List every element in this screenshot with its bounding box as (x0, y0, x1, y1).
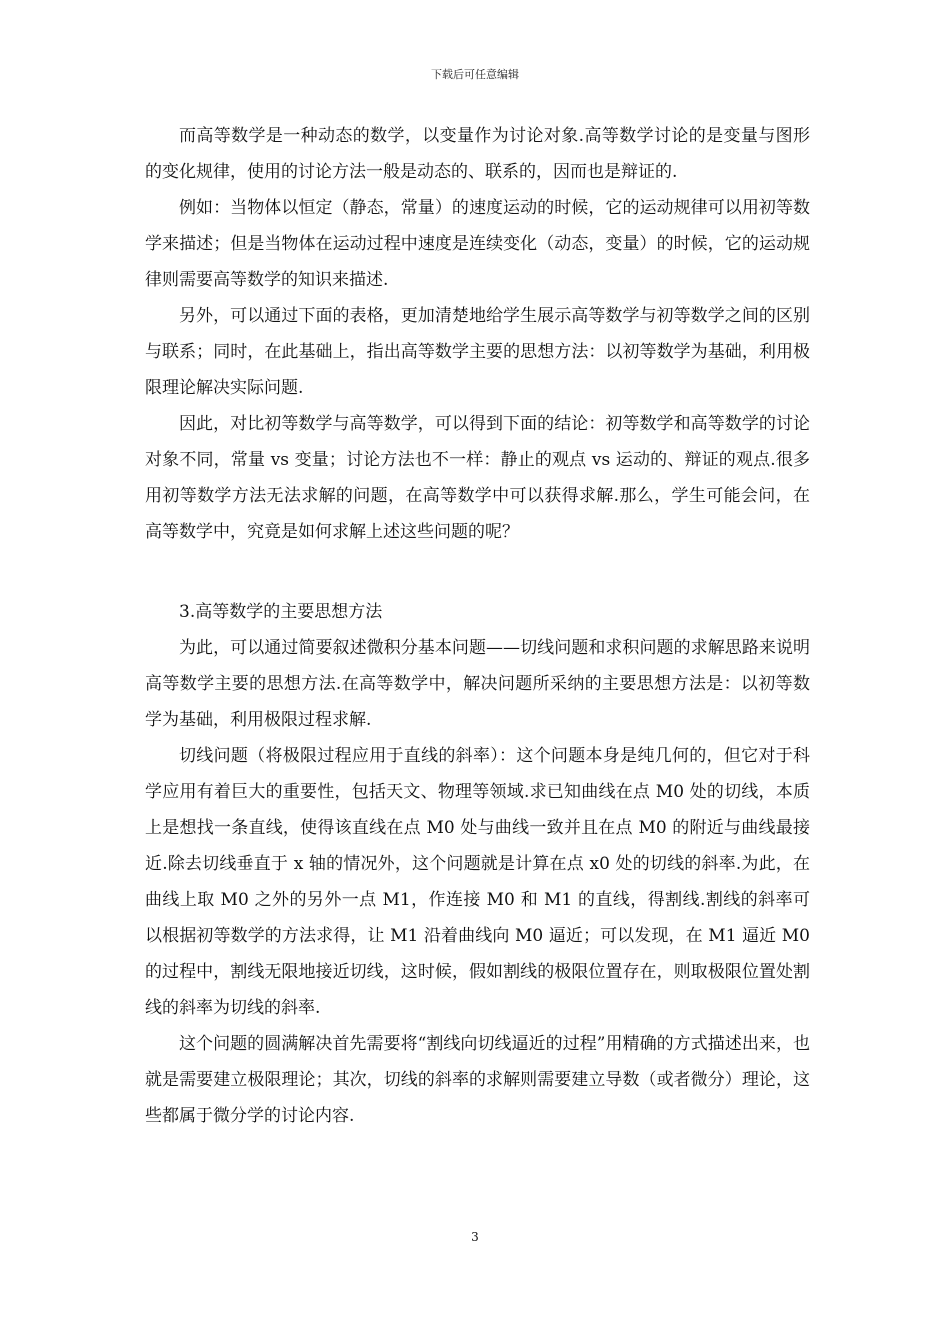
paragraph: 切线问题（将极限过程应用于直线的斜率）：这个问题本身是纯几何的，但它对于科学应用有着巨大的重要性，包括天文、物理等领域.求已知曲线在点 M0 处的切线，本质上是想找一条直线，使得该直线在点 M0 处与曲线一致并且在点 M0 的附近与曲线最接近.除去切线垂直于 x 轴的情况外，这个问题就是计算在点 x0 处的切线的斜率.为此，在曲线上取 M0 之外的另外一点 M1，作连接 M0 和 M1 的直线，得割线.割线的斜率可以根据初等数学的方法求得，让 M1 沿着曲线向 M0 逼近；可以发现，在 M1 逼近 M0 的过程中，割线无限地接近切线，这时候，假如割线的极限位置存在，则取极限位置处割线的斜率为切线的斜率. (145, 746, 810, 1018)
paragraph: 因此，对比初等数学与高等数学，可以得到下面的结论：初等数学和高等数学的讨论对象不同，常量 vs 变量；讨论方法也不一样：静止的观点 vs 运动的、辩证的观点.很多用初等数学方法无法求解的问题，在高等数学中可以获得求解.那么，学生可能会问，在高等数学中，究竟是如何求解上述这些问题的呢？ (145, 414, 810, 542)
paragraph: 例如：当物体以恒定（静态，常量）的速度运动的时候，它的运动规律可以用初等数学来描述；但是当物体在运动过程中速度是连续变化（动态，变量）的时候，它的运动规律则需要高等数学的知识来描述. (145, 198, 810, 290)
paragraph: 而高等数学是一种动态的数学，以变量作为讨论对象.高等数学讨论的是变量与图形的变化规律，使用的讨论方法一般是动态的、联系的，因而也是辩证的. (145, 126, 810, 182)
paragraph: 这个问题的圆满解决首先需要将“割线向切线逼近的过程”用精确的方式描述出来，也就是需要建立极限理论；其次，切线的斜率的求解则需要建立导数（或者微分）理论，这些都属于微分学的讨论内容. (145, 1034, 810, 1126)
section-heading: 3.高等数学的主要思想方法 (179, 602, 383, 622)
document-body (145, 118, 810, 1134)
page-number: 3 (471, 1230, 479, 1244)
paragraph: 另外，可以通过下面的表格，更加清楚地给学生展示高等数学与初等数学之间的区别与联系；同时，在此基础上，指出高等数学主要的思想方法：以初等数学为基础，利用极限理论解决实际问题. (145, 306, 810, 398)
page-header: 下载后可任意编辑 (431, 68, 519, 81)
paragraph: 为此，可以通过简要叙述微积分基本问题——切线问题和求积问题的求解思路来说明高等数学主要的思想方法.在高等数学中，解决问题所采纳的主要思想方法是：以初等数学为基础，利用极限过程求解. (145, 638, 810, 730)
